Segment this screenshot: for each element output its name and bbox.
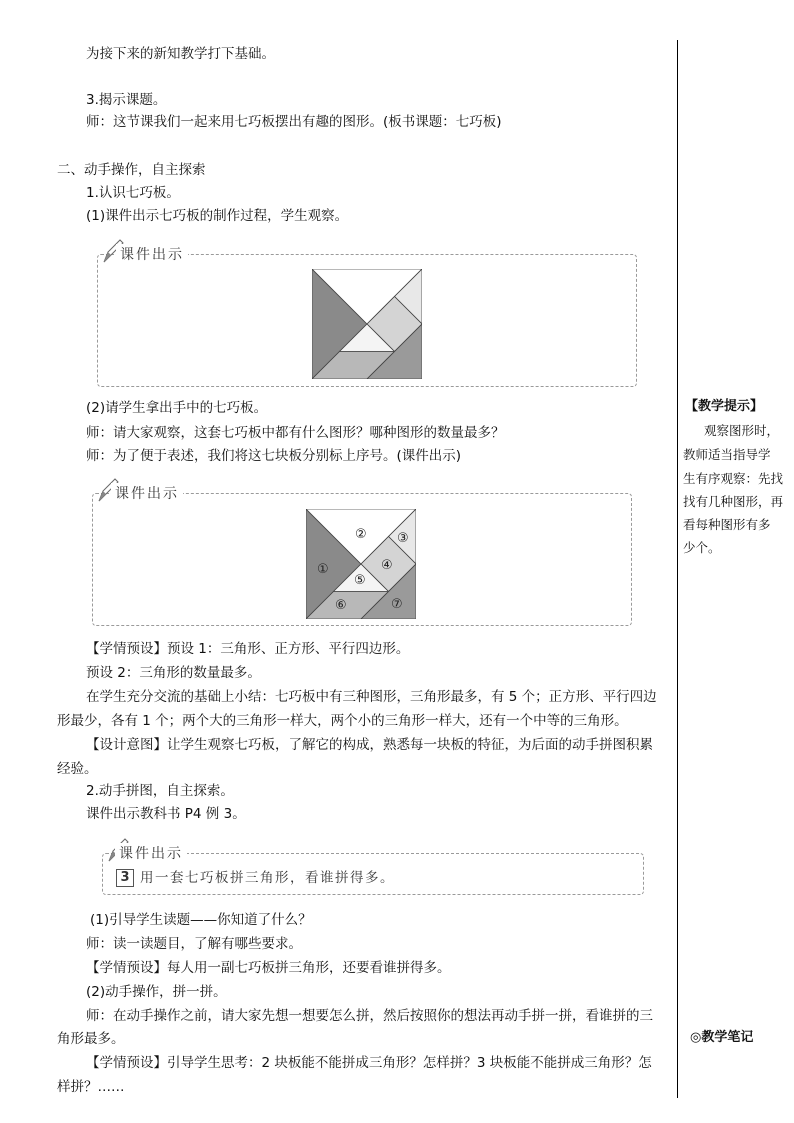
text-line: 【学情预设】预设 1：三角形、正方形、平行四边形。	[86, 641, 410, 657]
text-line: (2)动手操作，拼一拼。	[86, 984, 227, 1000]
text-line: 【学情预设】引导学生思考：2 块板能不能拼成三角形？怎样拼？3 块板能不能拼成三角形？怎	[86, 1055, 652, 1071]
piece-label: ⑦	[391, 597, 403, 612]
text-line: 师：在动手操作之前，请大家先想一想要怎么拼，然后按照你的想法再动手拼一拼，看谁拼的三	[86, 1008, 653, 1024]
piece-label: ⑤	[354, 573, 366, 588]
text-line: 3.揭示课题。	[86, 92, 167, 108]
text-line: 样拼？……	[57, 1079, 125, 1095]
piece-label: ①	[317, 562, 329, 577]
text-line: 【学情预设】每人用一副七巧板拼三角形，还要看谁拼得多。	[86, 960, 451, 976]
text-line: 师：请大家观察，这套七巧板中都有什么图形？哪种图形的数量最多？	[86, 425, 505, 441]
text-line: 1.认识七巧板。	[86, 185, 180, 201]
box-title: 课件出示	[116, 244, 188, 264]
sidebar-tip-line: 观察图形时，	[704, 423, 780, 438]
sidebar-tip-line: 教师适当指导学	[683, 447, 771, 462]
box-title: 课件出示	[115, 843, 187, 863]
text-line: 形最少，各有 1 个；两个大的三角形一样大，两个小的三角形一样大，还有一个中等的三角形。	[57, 713, 628, 729]
text-line: 师：读一读题目，了解有哪些要求。	[86, 936, 302, 952]
section-heading: 二、动手操作，自主探索	[57, 162, 206, 178]
text-line: 课件出示教科书 P4 例 3。	[86, 806, 246, 822]
sidebar-notes-title: ◎教学笔记	[690, 1030, 754, 1045]
sidebar-tip-title: 【教学提示】	[685, 399, 764, 414]
text-line: 【设计意图】让学生观察七巧板，了解它的构成，熟悉每一块板的特征，为后面的动手拼图积累	[86, 737, 653, 753]
box-title: 课件出示	[111, 483, 183, 503]
text-line: 角形最多。	[57, 1031, 125, 1047]
text-line: (2)请学生拿出手中的七巧板。	[86, 400, 268, 416]
tangram-figure-1	[312, 269, 422, 379]
text-line: (1)引导学生读题——你知道了什么？	[90, 912, 312, 928]
tangram-figure-2	[306, 509, 416, 619]
margin-rule	[677, 40, 678, 1098]
sidebar-tip-line: 少个。	[683, 540, 721, 555]
text-line: 师：这节课我们一起来用七巧板摆出有趣的图形。(板书课题：七巧板)	[86, 114, 502, 130]
piece-label: ②	[355, 527, 367, 542]
text-line: 为接下来的新知教学打下基础。	[86, 46, 275, 62]
sidebar-tip-line: 找有几种图形，再	[683, 494, 784, 509]
text-line: 预设 2：三角形的数量最多。	[86, 665, 261, 681]
text-line: 2.动手拼图，自主探索。	[86, 783, 234, 799]
piece-label: ⑥	[335, 598, 347, 613]
example-number-badge: 3	[116, 869, 134, 887]
text-line: 师：为了便于表述，我们将这七块板分别标上序号。(课件出示)	[86, 448, 462, 464]
text-line: (1)课件出示七巧板的制作过程，学生观察。	[86, 208, 349, 224]
text-line: 在学生充分交流的基础上小结：七巧板中有三种图形，三角形最多，有 5 个；正方形、平行四边	[86, 689, 657, 705]
piece-label: ④	[381, 558, 393, 573]
sidebar-tip-line: 生有序观察：先找	[683, 471, 784, 486]
sidebar-tip-line: 看每种图形有多	[683, 517, 771, 532]
text-line: 经验。	[57, 761, 98, 777]
piece-label: ③	[397, 531, 409, 546]
example-text: 用一套七巧板拼三角形，看谁拼得多。	[140, 870, 395, 886]
